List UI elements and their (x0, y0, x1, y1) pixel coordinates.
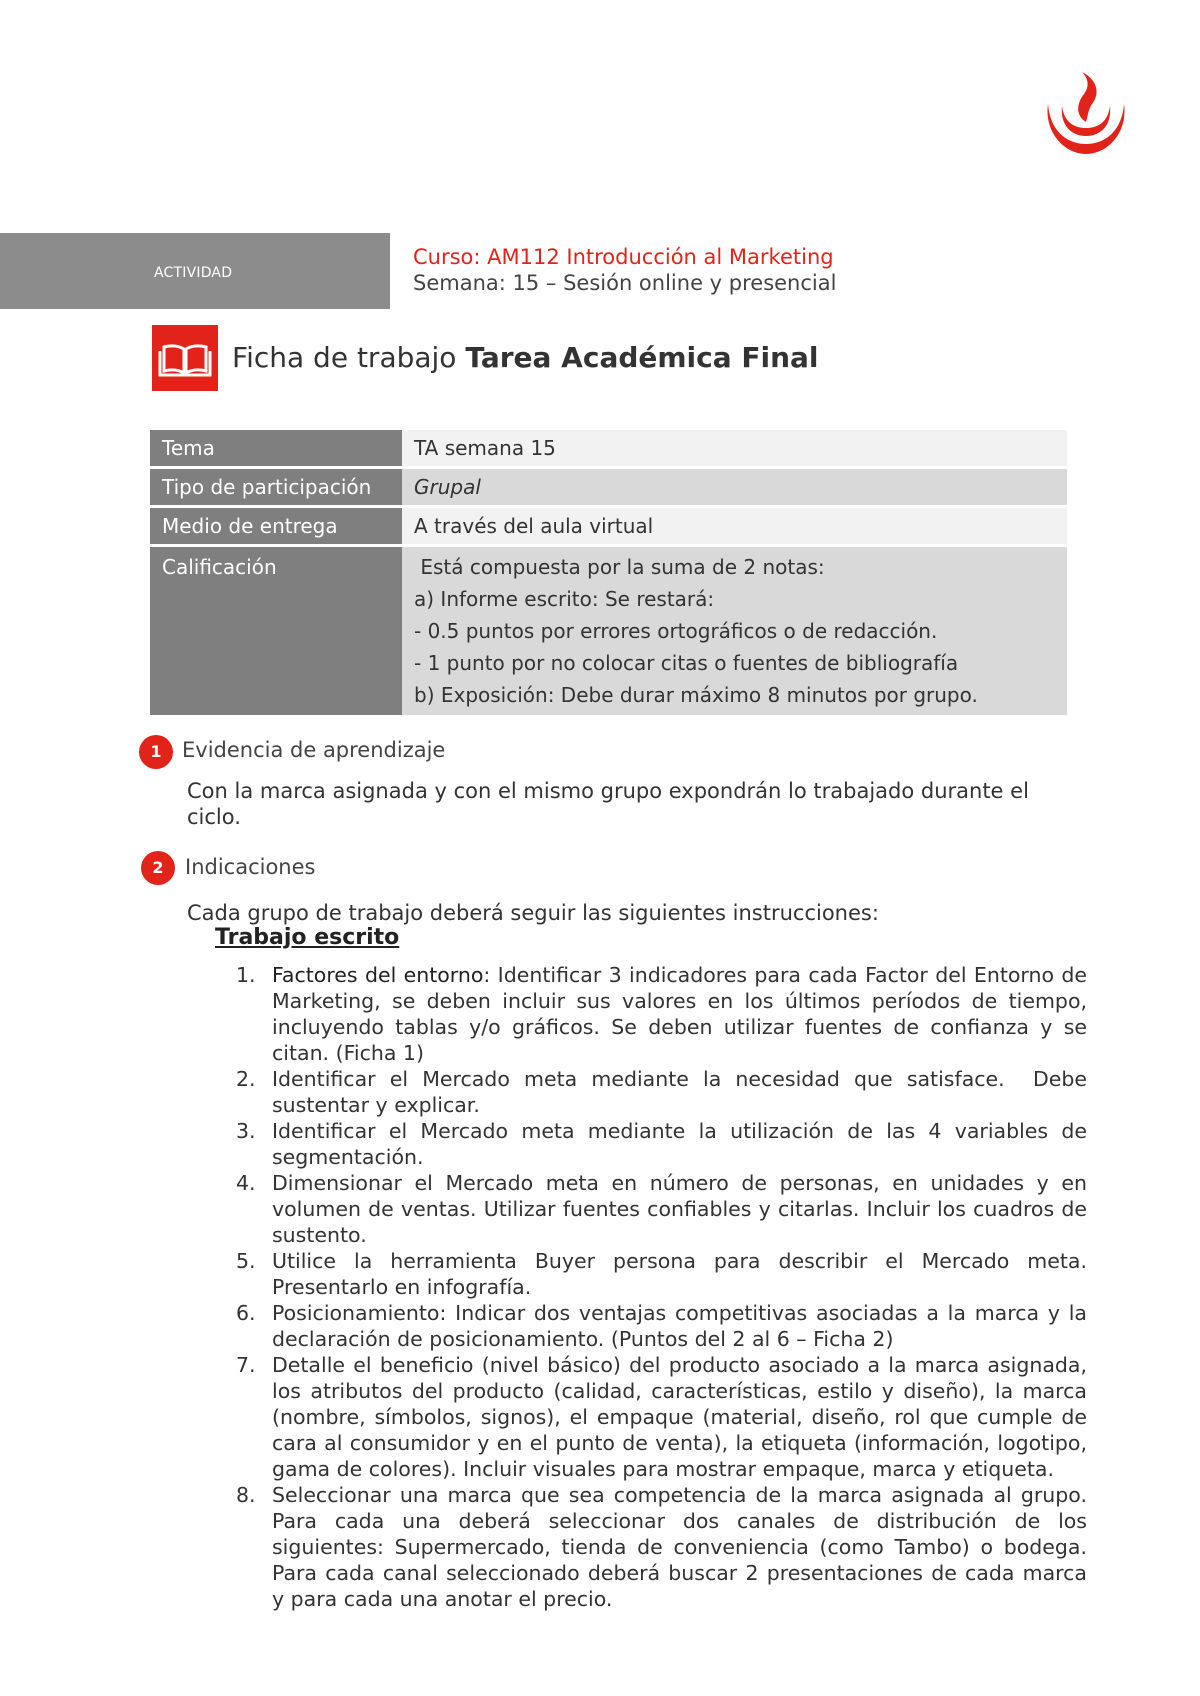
list-item (236, 1118, 1087, 1170)
section-title: Indicaciones (185, 855, 316, 879)
info-table (150, 427, 1067, 718)
table-row (150, 469, 1067, 505)
row-label: Medio de entrega (150, 508, 402, 544)
list-item (236, 1300, 1087, 1352)
list-number: 3. (236, 1119, 256, 1143)
calificacion-line: b) Exposición: Debe durar máximo 8 minutos por grupo. (414, 683, 978, 707)
row-value: Grupal (402, 469, 1067, 505)
list-item-text: Identificar el Mercado meta mediante la utilización de las 4 variables de segmentación. (272, 1119, 1087, 1169)
list-number: 6. (236, 1301, 256, 1325)
list-item (236, 1248, 1087, 1300)
list-number: 8. (236, 1483, 256, 1507)
row-label: Tema (150, 430, 402, 466)
week-label: Semana: 15 – Sesión online y presencial (413, 271, 837, 295)
list-item (236, 1066, 1094, 1118)
list-item-text: Seleccionar una marca que sea competencia de la marca asignada al grupo. Para cada una deberá seleccionar dos canales de distribución de los siguientes: Supermercado, tienda de conveniencia (como Tambo) o bodega. Para cada canal seleccionado deberá buscar 2 presentaciones de cada marca y para cada una anotar el precio. (272, 1483, 1087, 1611)
row-label: Calificación (150, 547, 402, 715)
list-item (236, 1170, 1087, 1248)
instruction-list (236, 962, 1094, 1612)
list-item-text: Dimensionar el Mercado meta en número de personas, en unidades y en volumen de ventas. Utilizar fuentes confiables y citarlas. Incluir los cuadros de sustento. (272, 1171, 1087, 1247)
list-item (236, 1482, 1087, 1612)
activity-label: ACTIVIDAD (154, 265, 233, 281)
section-title: Evidencia de aprendizaje (182, 738, 446, 762)
table-row (150, 508, 1067, 544)
list-item (236, 962, 1087, 1066)
list-number: 7. (236, 1353, 256, 1377)
list-item-text: Detalle el beneficio (nivel básico) del producto asociado a la marca asignada, los atributos del producto (calidad, características, estilo y diseño), la marca (nombre, símbolos, signos), el empaque (material, diseño, rol que cumple de cara al consumidor y en el punto de venta), la etiqueta (información, logotipo, gama de colores). Incluir visuales para mostrar empaque, marca y etiqueta. (272, 1353, 1087, 1481)
row-value (402, 547, 1067, 715)
section-number-badge: 2 (141, 851, 175, 885)
list-number: 2. (236, 1067, 256, 1091)
row-value: TA semana 15 (402, 430, 1067, 466)
section-text: Con la marca asignada y con el mismo grupo expondrán lo trabajado durante el ciclo. (187, 779, 1029, 829)
list-item-text: Utilice la herramienta Buyer persona para describir el Mercado meta. Presentarlo en infografía. (272, 1249, 1087, 1299)
list-number: 4. (236, 1171, 256, 1195)
list-number: 5. (236, 1249, 256, 1273)
university-logo (1040, 70, 1132, 158)
calificacion-line: Está compuesta por la suma de 2 notas: (414, 555, 825, 579)
section-number-badge: 1 (139, 735, 173, 769)
table-row (150, 547, 1067, 715)
book-icon (152, 325, 218, 391)
calificacion-line: a) Informe escrito: Se restará: (414, 587, 715, 611)
row-label: Tipo de participación (150, 469, 402, 505)
page-title: Ficha de trabajo Tarea Académica Final (232, 341, 819, 374)
calificacion-line: - 1 punto por no colocar citas o fuentes de bibliografía (414, 651, 959, 675)
list-item-lead: Factores del entorno (272, 963, 484, 987)
list-item-text: Identificar el Mercado meta mediante la necesidad que satisface. Debe sustentar y explicar. (272, 1067, 1094, 1117)
list-item-text: Posicionamiento: Indicar dos ventajas competitivas asociadas a la marca y la declaración de posicionamiento. (Puntos del 2 al 6 – Ficha 2) (272, 1301, 1087, 1351)
section-text: Cada grupo de trabajo deberá seguir las siguientes instrucciones: (187, 901, 879, 925)
list-number: 1. (236, 963, 256, 987)
subsection-heading: Trabajo escrito (215, 925, 400, 950)
row-value: A través del aula virtual (402, 508, 1067, 544)
table-row (150, 430, 1067, 466)
list-item (236, 1352, 1087, 1482)
course-title: Curso: AM112 Introducción al Marketing (413, 245, 834, 269)
calificacion-line: - 0.5 puntos por errores ortográficos o de redacción. (414, 619, 938, 643)
list-item-text: : Identificar 3 indicadores para cada Factor del Entorno de Marketing, se deben incluir sus valores en los últimos períodos de tiempo, incluyendo tablas y/o gráficos. Se deben utilizar fuentes de confianza y se citan. (Ficha 1) (272, 963, 1087, 1065)
